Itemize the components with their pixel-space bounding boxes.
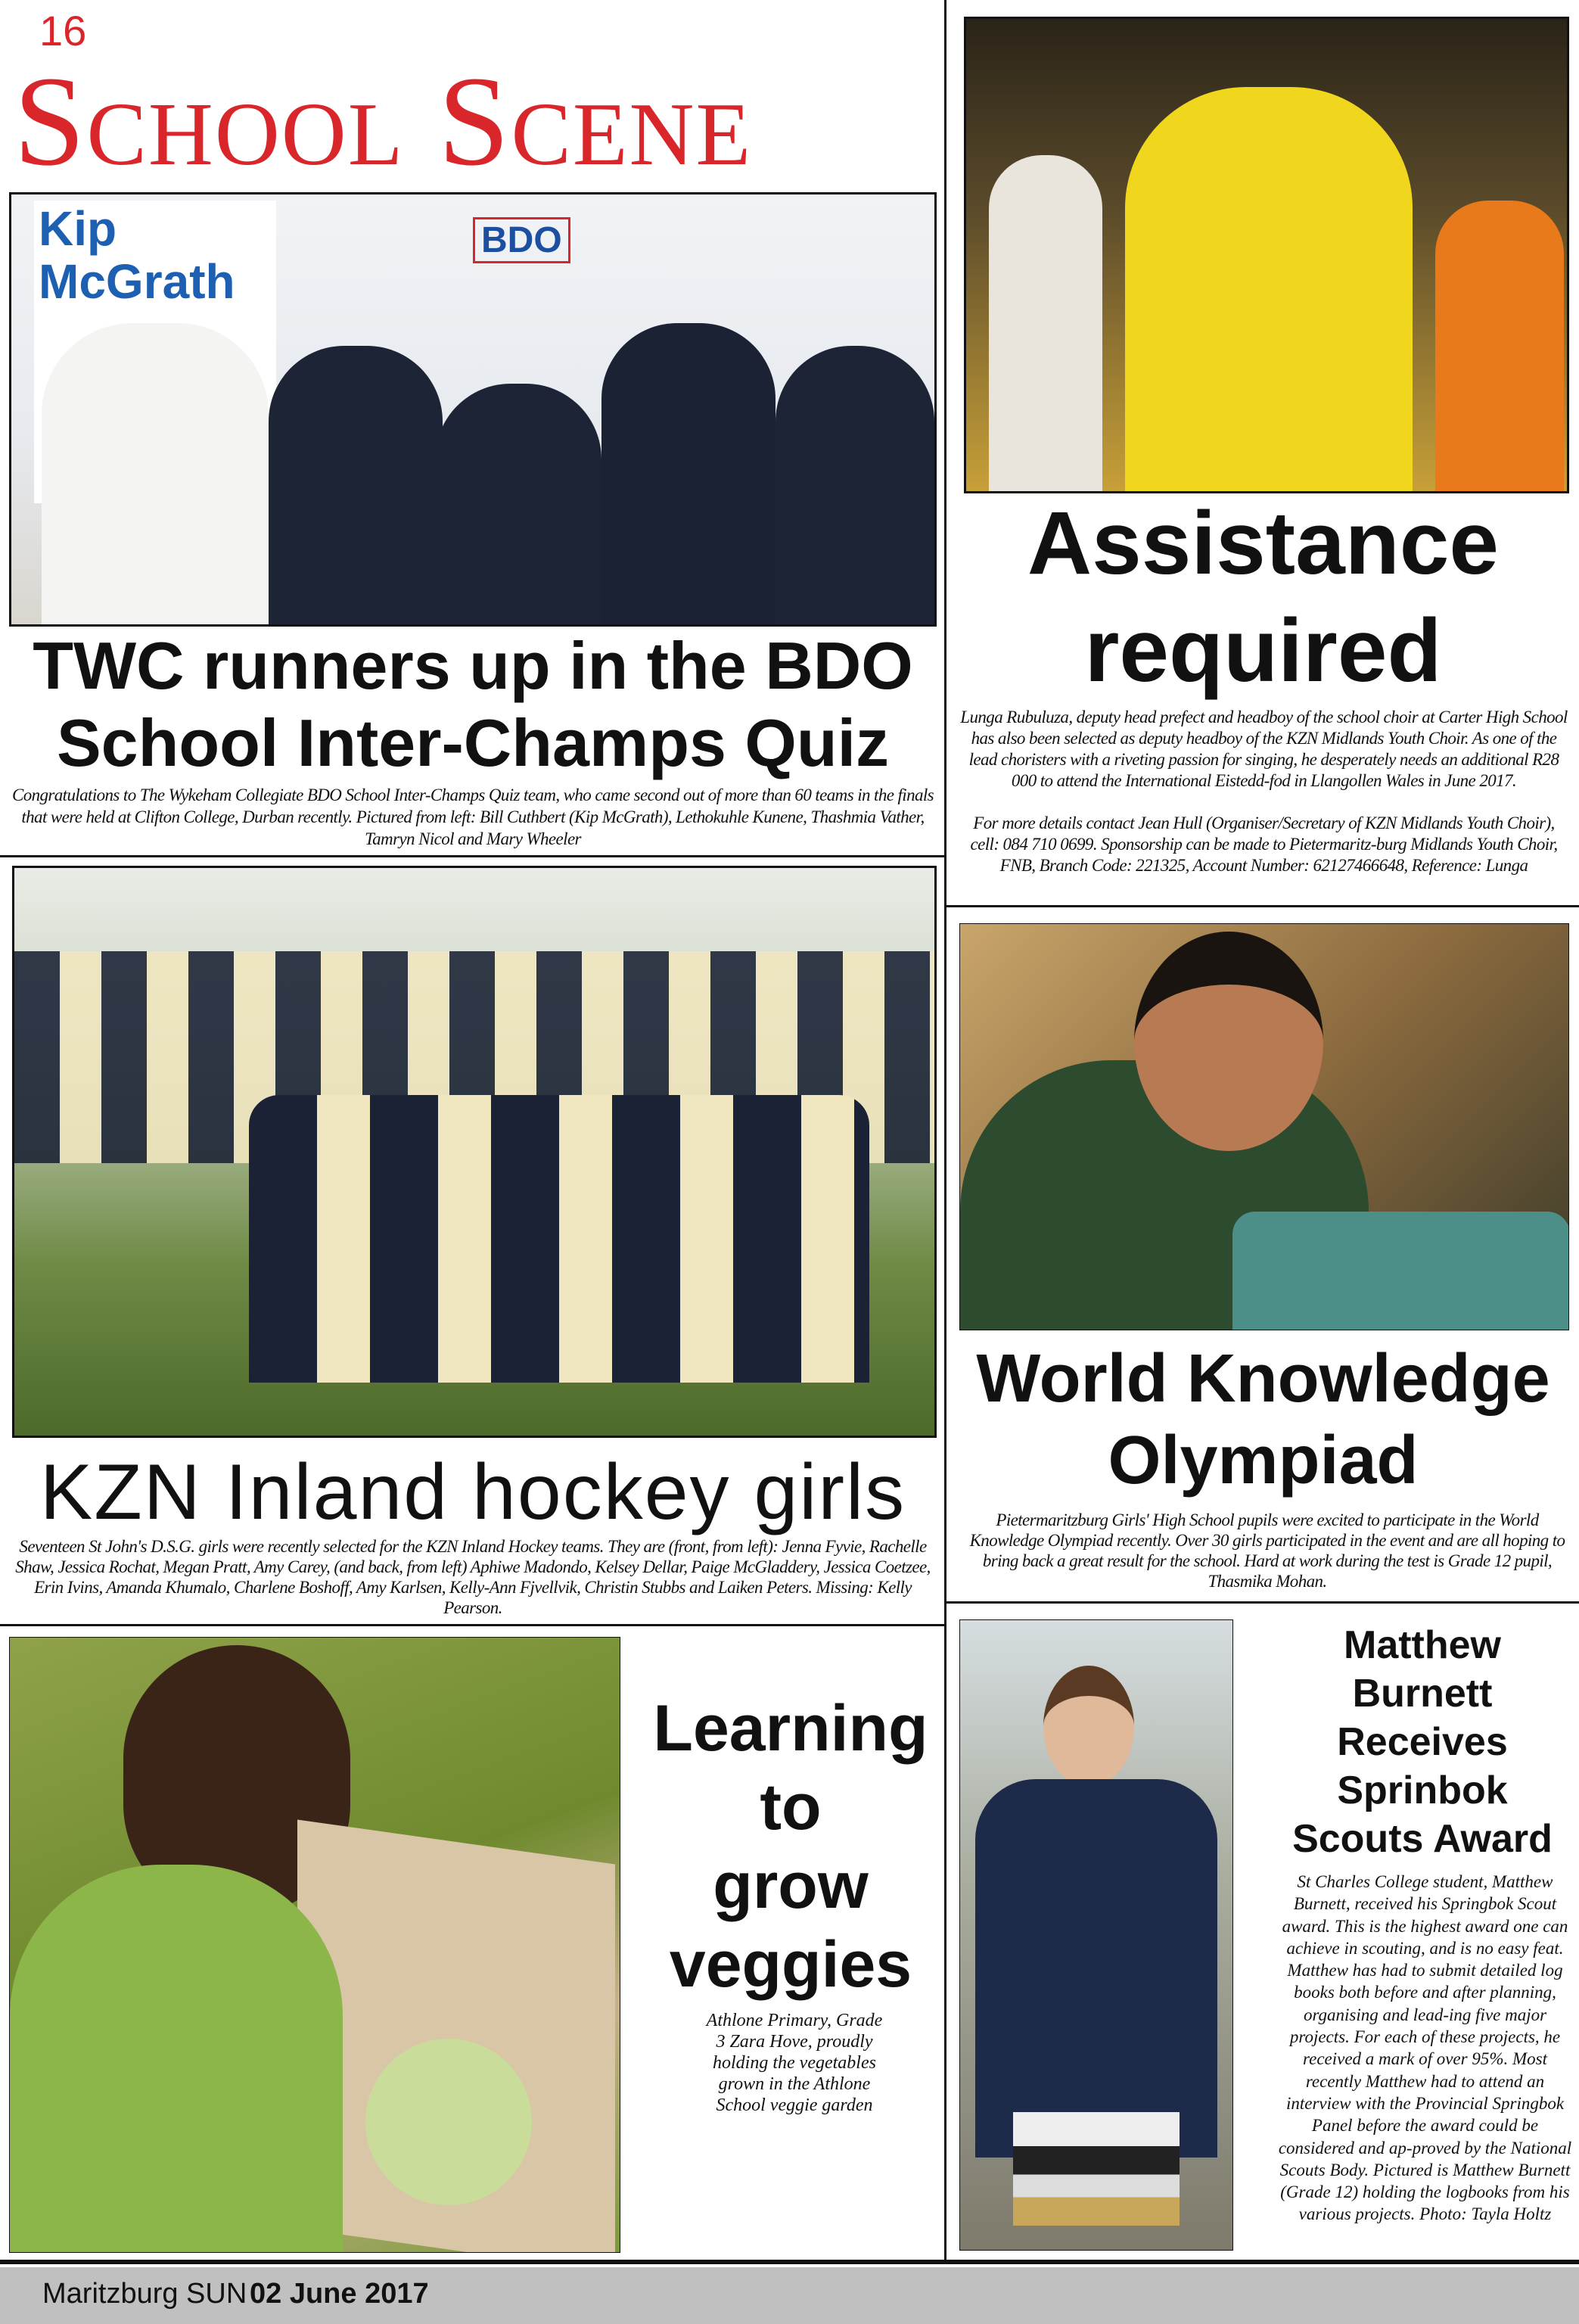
scouts-caption: St Charles College student, Matthew Burnett, received his Springbok Scout award. This is the highest award one can achieve in scouting, and is no easy feat. Matthew has had to submit detailed log books both before and after planning, organising and lead-ing five major projects. For each of these projects, he received a mark of over 95%. Most recently Matthew had to attend an interview with the Provincial Springbok Panel before the award could be considered and ap-proved by the National Scouts Body. Pictured is Matthew Burnett (Grade 12) holding the logbooks from his various projects. Photo: Tayla Holtz xyxy=(1278,1872,1572,2224)
blazer xyxy=(975,1779,1217,2158)
footer-publication: Maritzburg SUN xyxy=(42,2278,247,2310)
veggies-caption: Athlone Primary, Grade 3 Zara Hove, proudly holding the vegetables grown in the Athlone School veggie garden xyxy=(706,2011,883,2115)
logbooks xyxy=(1013,2112,1180,2226)
hockey-photo xyxy=(12,866,937,1438)
footer-date: 02 June 2017 xyxy=(250,2278,429,2310)
assistance-caption-1: Lunga Rubuluza, deputy head prefect and headboy of the school choir at Carter High School has also been selected as deputy headboy of the KZN Midlands Youth Choir. As one of the lead choristers with a riveting passion for singing, he desperately needs an additional R28 000 to attend the International Eistedd-fod in Llangollen Wales in June 2017. xyxy=(960,708,1568,790)
scouts-headline-line: Matthew xyxy=(1344,1623,1501,1667)
person-2 xyxy=(269,346,443,627)
veggies-headline-line: veggies xyxy=(669,1928,912,2001)
scouts-headline-line: Sprinbok xyxy=(1337,1769,1508,1812)
olympiad-headline-2: Olympiad xyxy=(1108,1423,1419,1498)
leafy-greens xyxy=(10,1865,343,2253)
scouts-headline xyxy=(1271,1621,1574,1863)
student-head xyxy=(1134,932,1323,1151)
divider xyxy=(0,855,946,857)
veggies-headline-line: Learning xyxy=(653,1692,928,1765)
section-title: School Scene xyxy=(14,50,753,192)
divider xyxy=(946,1601,1579,1604)
divider xyxy=(0,1624,946,1626)
assistance-caption-2: For more details contact Jean Hull (Organiser/Secretary of KZN Midlands Youth Choir), cell: 084 710 0699. Sponsorship can be made to Pietermaritz-burg Midlands Youth Choir, FNB, Branch Code: 221325, Account Number: 62127466648, Reference: Lunga xyxy=(970,814,1558,875)
front-row xyxy=(249,1095,869,1383)
twc-headline-1: TWC runners up in the BDO xyxy=(33,628,913,703)
veggies-headline xyxy=(643,1689,938,2004)
choir-boy xyxy=(1125,87,1413,493)
scouts-headline-line: Scouts Award xyxy=(1292,1817,1553,1861)
assistance-headline-2: required xyxy=(1084,601,1442,701)
person-3 xyxy=(435,384,601,627)
olympiad-caption: Pietermaritzburg Girls' High School pupils were excited to participate in the World Knowledge Olympiad recently. Over 30 girls participated in the event and are all hoping to bring back a great result for the school. Hard at work during the test is Grade 12 pupil, Thasmika Mohan. xyxy=(969,1510,1565,1591)
divider xyxy=(946,905,1579,907)
twc-headline-2: School Inter-Champs Quiz xyxy=(56,705,890,780)
scouts-headline-line: Receives xyxy=(1337,1720,1508,1764)
olympiad-photo xyxy=(959,923,1569,1330)
twc-photo xyxy=(9,192,937,627)
veggies-headline-line: to xyxy=(760,1771,822,1843)
person-1 xyxy=(42,323,269,627)
pencil-case xyxy=(1232,1212,1569,1330)
cabbage xyxy=(365,2039,532,2205)
person-5 xyxy=(776,346,934,627)
logo-text: Kip McGrath xyxy=(39,201,235,309)
hockey-caption: Seventeen St John's D.S.G. girls were recently selected for the KZN Inland Hockey teams. They are (front, from left): Jenna Fyvie, Rachelle Shaw, Jessica Rochat, Megan Pratt, Amy Carey, (and back, from left) Aphiwe Madondo, Kelsey Dellar, Paige McGladdery, Jessica Coetzee, Erin Ivins, Amanda Khumalo, Charlene Boshoff, Amy Karlsen, Kelly-Ann Fjvellvik, Christin Stubbs and Laiken Peters. Missing: Kelly Pearson. xyxy=(15,1537,931,1617)
bdo-banner-text: BDO xyxy=(473,217,570,263)
veggies-photo xyxy=(9,1637,620,2253)
choir-girl-right xyxy=(1435,201,1564,493)
twc-caption: Congratulations to The Wykeham Collegiate BDO School Inter-Champs Quiz team, who came second out of more than 60 teams in the finals that were held at Clifton College, Durban recently. Pictured from left: Bill Cuthbert (Kip McGrath), Lethokuhle Kunene, Thashmia Vather, Tamryn Nicol and Mary Wheeler xyxy=(11,786,934,848)
column-divider xyxy=(944,0,946,2261)
veggies-headline-line: grow xyxy=(713,1850,869,1922)
choir-photo xyxy=(964,17,1569,493)
assistance-headline-1: Assistance xyxy=(1027,493,1500,593)
page-number: 16 xyxy=(39,7,87,54)
scouts-photo xyxy=(959,1619,1233,2251)
student-head xyxy=(1043,1666,1134,1787)
olympiad-headline-1: World Knowledge xyxy=(976,1341,1550,1417)
scouts-headline-line: Burnett xyxy=(1352,1672,1493,1716)
footer-rule xyxy=(0,2260,1579,2264)
person-4 xyxy=(601,323,776,627)
choir-girl-left xyxy=(989,155,1102,493)
hockey-headline: KZN Inland hockey girls xyxy=(39,1448,906,1536)
